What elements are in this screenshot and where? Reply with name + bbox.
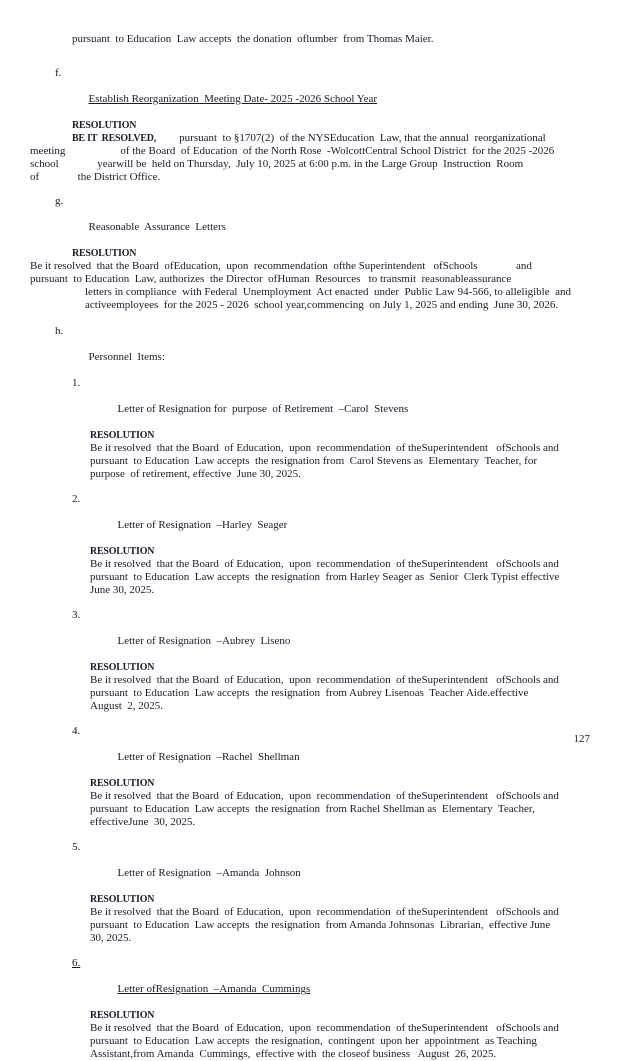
body-line: activeemployees for the 2025 - 2026 school year,commencing on July 1, 2025 and ending June 30, 2026. [85,299,559,311]
section-f-label: f. [55,67,62,79]
body-line: pursuant to Education Law accepts the resignation from Harley Seager as Senior Clerk Typist effective [90,571,560,583]
section-f [30,67,590,184]
body-line: pursuant to Education Law accepts the resignation from Amanda Johnsonas Librarian, effective June [90,919,551,931]
section-h-label: h. [55,325,64,337]
resolution-label-row [30,1009,590,1022]
resolved-line-text: pursuant to §1707(2) of the NYSEducation Law, that the annual reorganizational [165,132,546,144]
body-line: August 2, 2025. [90,700,164,712]
item-title: Letter ofResignation –Amanda Cummings [117,983,311,995]
body-line: Be it resolved that the Board of Education, upon recommendation of theSuperintendent ofSchools and [90,906,559,918]
item-title: Letter of Resignation –Aubrey Liseno [117,635,291,647]
item-title: Letter of Resignation –Amanda Johnson [117,867,301,879]
body-line: Be it resolved that the Board ofEducation, upon recommendation ofthe Superintendent ofSchools and [30,260,532,272]
item-heading [30,493,590,545]
resolution-label-row [30,247,590,260]
body-line: Be it resolved that the Board of Education, upon recommendation of theSuperintendent ofSchools and [90,1022,559,1034]
section-g-title: Reasonable Assurance Letters [88,221,226,233]
section-g-heading [30,195,590,247]
body-line: pursuant to Education Law, authorizes the Director ofHuman Resources to transmit reasonableassurance [30,273,512,285]
resolution-label: RESOLUTION [90,777,155,789]
resolution-label-row [30,545,590,558]
resolution-label-row [30,661,590,674]
item-title: Letter of Resignation –Harley Seager [117,519,288,531]
personnel-item-5 [30,841,590,945]
personnel-item-4 [30,725,590,829]
item-number: 2. [72,493,81,505]
resolution-label: RESOLUTION [90,429,155,441]
intro-line: pursuant to Education Law accepts the donation oflumber from Thomas Maier. [72,33,434,45]
body-line: Be it resolved that the Board of Education, upon recommendation of theSuperintendent ofSchools and [90,674,559,686]
body-line: of the District Office. [30,171,161,183]
personnel-item-1 [30,377,590,481]
body-line: school yearwill be held on Thursday, July 10, 2025 at 6:00 p.m. in the Large Group Instruction Room [30,158,524,170]
item-heading [30,957,590,1009]
body-line: Be it resolved that the Board of Education, upon recommendation of theSuperintendent ofSchools and [90,442,559,454]
section-h [30,325,590,1061]
body-line: Assistant,from Amanda Cummings, effective with the closeof business August 26, 2025. [90,1048,497,1060]
body-line: meeting of the Board of Education of the North Rose -WolcottCentral School District for the 2025 -2026 [30,145,555,157]
resolution-label-row [30,429,590,442]
be-it-resolved-label: BE IT RESOLVED, [72,132,157,144]
item-title: Letter of Resignation –Rachel Shellman [117,751,300,763]
item-heading [30,725,590,777]
body-line: pursuant to Education Law accepts the resignation, contingent upon her appointment as Teaching [90,1035,537,1047]
resolution-label: RESOLUTION [90,1009,155,1021]
resolution-label: RESOLUTION [90,661,155,673]
section-f-heading [30,67,590,119]
item-number: 4. [72,725,81,737]
personnel-item-6 [30,957,590,1061]
body-line: June 30, 2025. [90,584,155,596]
resolution-label-row [30,119,590,132]
personnel-item-3 [30,609,590,713]
item-heading [30,841,590,893]
item-number: 1. [72,377,81,389]
page-number: 127 [573,733,590,745]
resolution-label-row [30,893,590,906]
section-g [30,195,590,312]
section-h-title: Personnel Items: [88,351,165,363]
item-heading [30,609,590,661]
section-g-label: g. [55,195,64,207]
body-line: pursuant to Education Law accepts the resignation from Carol Stevens as Elementary Teacher, for [90,455,537,467]
resolution-label: RESOLUTION [90,545,155,557]
item-number: 5. [72,841,81,853]
item-title: Letter of Resignation for purpose of Retirement –Carol Stevens [117,403,409,415]
body-line: pursuant to Education Law accepts the resignation from Rachel Shellman as Elementary Teacher, [90,803,535,815]
personnel-items-list [30,377,590,1061]
body-line: effectiveJune 30, 2025. [90,816,196,828]
resolution-label-row [30,777,590,790]
body-line: pursuant to Education Law accepts the resignation from Aubrey Lisenoas Teacher Aide.effective [90,687,529,699]
item-number: 6. [72,957,81,969]
item-number: 3. [72,609,81,621]
section-h-heading [30,325,590,377]
body-line: Be it resolved that the Board of Education, upon recommendation of theSuperintendent ofSchools and [90,558,559,570]
body-line: purpose of retirement, effective June 30, 2025. [90,468,301,480]
section-f-title: Establish Reorganization Meeting Date- 2025 -2026 School Year [88,93,377,105]
body-line: Be it resolved that the Board of Education, upon recommendation of theSuperintendent ofSchools and [90,790,559,802]
item-heading [30,377,590,429]
body-line: 30, 2025. [90,932,132,944]
resolution-label: RESOLUTION [90,893,155,905]
resolved-line [30,132,590,145]
personnel-item-2 [30,493,590,597]
body-line: letters in compliance with Federal Unemployment Act enacted under Public Law 94-566, to alleligible and [85,286,572,298]
resolution-label: RESOLUTION [72,247,137,259]
resolution-label: RESOLUTION [72,119,137,131]
